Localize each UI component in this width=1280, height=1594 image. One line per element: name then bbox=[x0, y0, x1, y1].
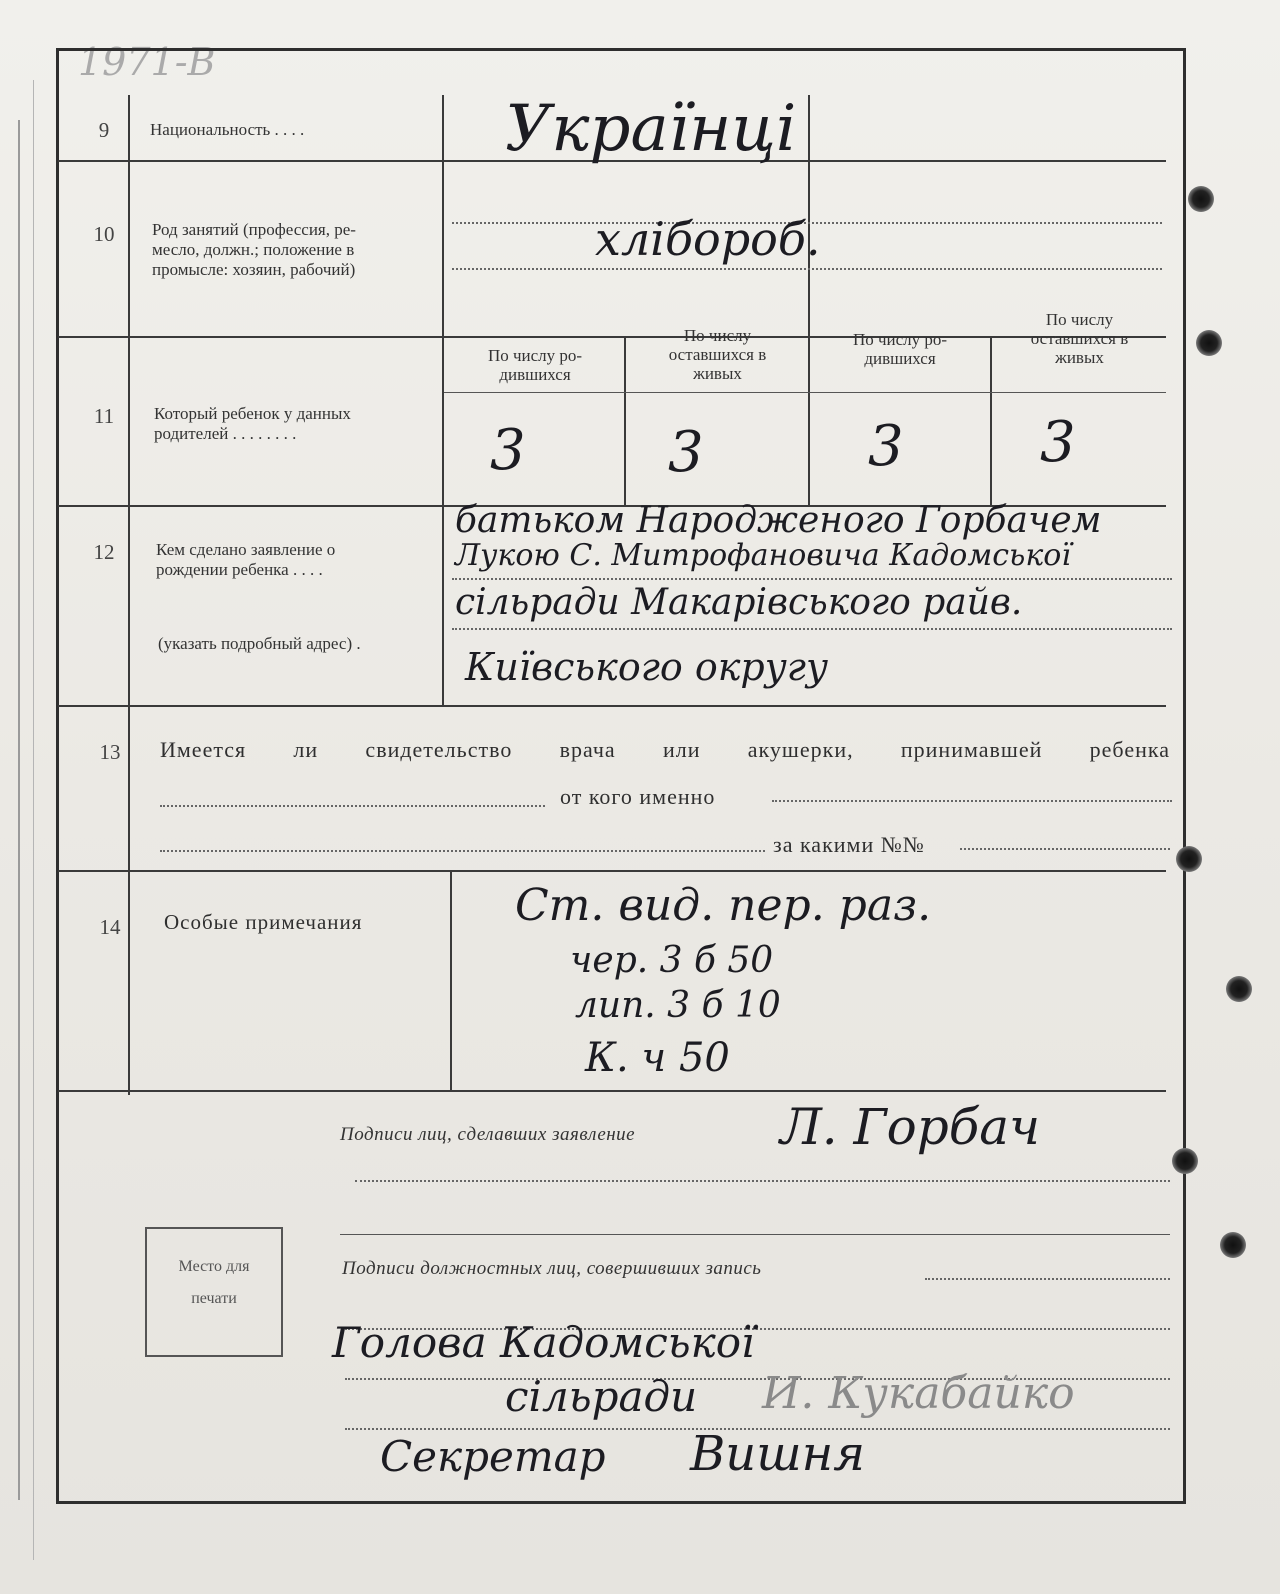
row-label-11: Который ребенок у данных родителей . . . . . . . . bbox=[154, 404, 351, 443]
punch-hole bbox=[1172, 1148, 1198, 1174]
label-value-line bbox=[442, 95, 444, 705]
signature-section-divider bbox=[340, 1234, 1170, 1235]
col-header-alive-2: По числу оставшихся в живых bbox=[1030, 310, 1129, 367]
row-number-11: 11 bbox=[93, 404, 115, 428]
handwritten-occupation: хлібороб. bbox=[595, 212, 821, 266]
child-count-3: 3 bbox=[868, 414, 904, 479]
applicant-signature: Л. Горбач bbox=[780, 1098, 1041, 1156]
row-number-10: 10 bbox=[93, 222, 115, 246]
numbers-label: за какими №№ bbox=[773, 832, 925, 857]
col-line-1 bbox=[624, 336, 626, 505]
corner-note: 1971-B bbox=[78, 40, 216, 84]
label-value-line-14 bbox=[450, 870, 452, 1090]
row-divider-14 bbox=[58, 1090, 1166, 1092]
col-line-3 bbox=[990, 336, 992, 505]
dotted-line bbox=[355, 1180, 1170, 1182]
from-whom-label: от кого именно bbox=[560, 784, 716, 809]
row-label-12-address: (указать подробный адрес) . bbox=[158, 634, 361, 653]
row-label-12: Кем сделано заявление о рождении ребенка . . . . bbox=[156, 540, 336, 579]
col-header-alive-1: По числу оставшихся в живых bbox=[668, 326, 767, 383]
stamp-place-box: Место для печати bbox=[145, 1227, 283, 1357]
punch-hole bbox=[1188, 186, 1214, 212]
official-chair-signature: И. Кукабайко bbox=[762, 1368, 1075, 1419]
punch-hole bbox=[1196, 330, 1222, 356]
row-number-12: 12 bbox=[93, 540, 115, 564]
row-divider-13 bbox=[58, 870, 1166, 872]
dotted-line bbox=[452, 268, 1162, 270]
row-divider-12 bbox=[58, 705, 1166, 707]
punch-hole bbox=[1226, 976, 1252, 1002]
dotted-line bbox=[452, 578, 1172, 580]
child-count-4: 3 bbox=[1040, 410, 1076, 475]
dotted-line bbox=[160, 805, 545, 807]
punch-hole bbox=[1220, 1232, 1246, 1258]
handwritten-applicant-line-1: батьком Народженого Горбачем bbox=[455, 500, 1102, 541]
official-secretary-signature: Вишня bbox=[690, 1426, 866, 1482]
dotted-line bbox=[772, 800, 1172, 802]
page-edge-left bbox=[18, 120, 20, 1500]
row-label-10: Род занятий (профессия, ре- месло, должн.; положение в промысле: хозяин, рабочий) bbox=[152, 220, 356, 279]
dotted-line bbox=[160, 850, 765, 852]
official-line-1: Голова Кадомської bbox=[332, 1318, 755, 1367]
col-header-born-2: По числу ро- дившихся bbox=[852, 330, 948, 368]
child-count-2: 3 bbox=[668, 420, 704, 485]
row-label-9: Национальность . . . . bbox=[150, 120, 305, 139]
row-number-13: 13 bbox=[99, 740, 121, 764]
handwritten-nationality: Українці bbox=[505, 92, 797, 166]
dotted-line bbox=[960, 848, 1170, 850]
row-label-13: Имеется ли свидетельство врача или акушерки, принимавшей ребенка bbox=[160, 737, 1170, 762]
officials-signature-label: Подписи должностных лиц, совершивших запись bbox=[342, 1258, 762, 1279]
handwritten-note-line-2: чер. 3 б 50 bbox=[570, 940, 774, 981]
dotted-line bbox=[925, 1278, 1170, 1280]
handwritten-applicant-line-4: Київського округу bbox=[465, 645, 829, 689]
handwritten-applicant-line-2: Лукою С. Митрофановича Кадомської bbox=[455, 538, 1071, 573]
handwritten-applicant-line-3: сільради Макарівського райв. bbox=[455, 582, 1023, 623]
col-header-born-1: По числу ро- дившихся bbox=[487, 346, 583, 384]
official-line-2: сільради bbox=[505, 1372, 698, 1421]
handwritten-note-line-3: лип. 3 б 10 bbox=[575, 985, 781, 1026]
child-count-1: 3 bbox=[490, 418, 526, 483]
row-label-14: Особые примечания bbox=[164, 910, 363, 934]
row-number-14: 14 bbox=[99, 915, 121, 939]
handwritten-note-line-1: Ст. вид. пер. раз. bbox=[515, 880, 932, 931]
applicants-signature-label: Подписи лиц, сделавших заявление bbox=[340, 1124, 636, 1145]
handwritten-note-line-4: К. ч 50 bbox=[585, 1035, 730, 1081]
punch-hole bbox=[1176, 846, 1202, 872]
dotted-line bbox=[452, 628, 1172, 630]
col-header-divider bbox=[444, 392, 1166, 393]
page-edge-inner bbox=[33, 80, 34, 1560]
row-number-9: 9 bbox=[98, 118, 110, 142]
value-split-line bbox=[808, 95, 810, 505]
official-line-3: Секретар bbox=[380, 1432, 606, 1481]
